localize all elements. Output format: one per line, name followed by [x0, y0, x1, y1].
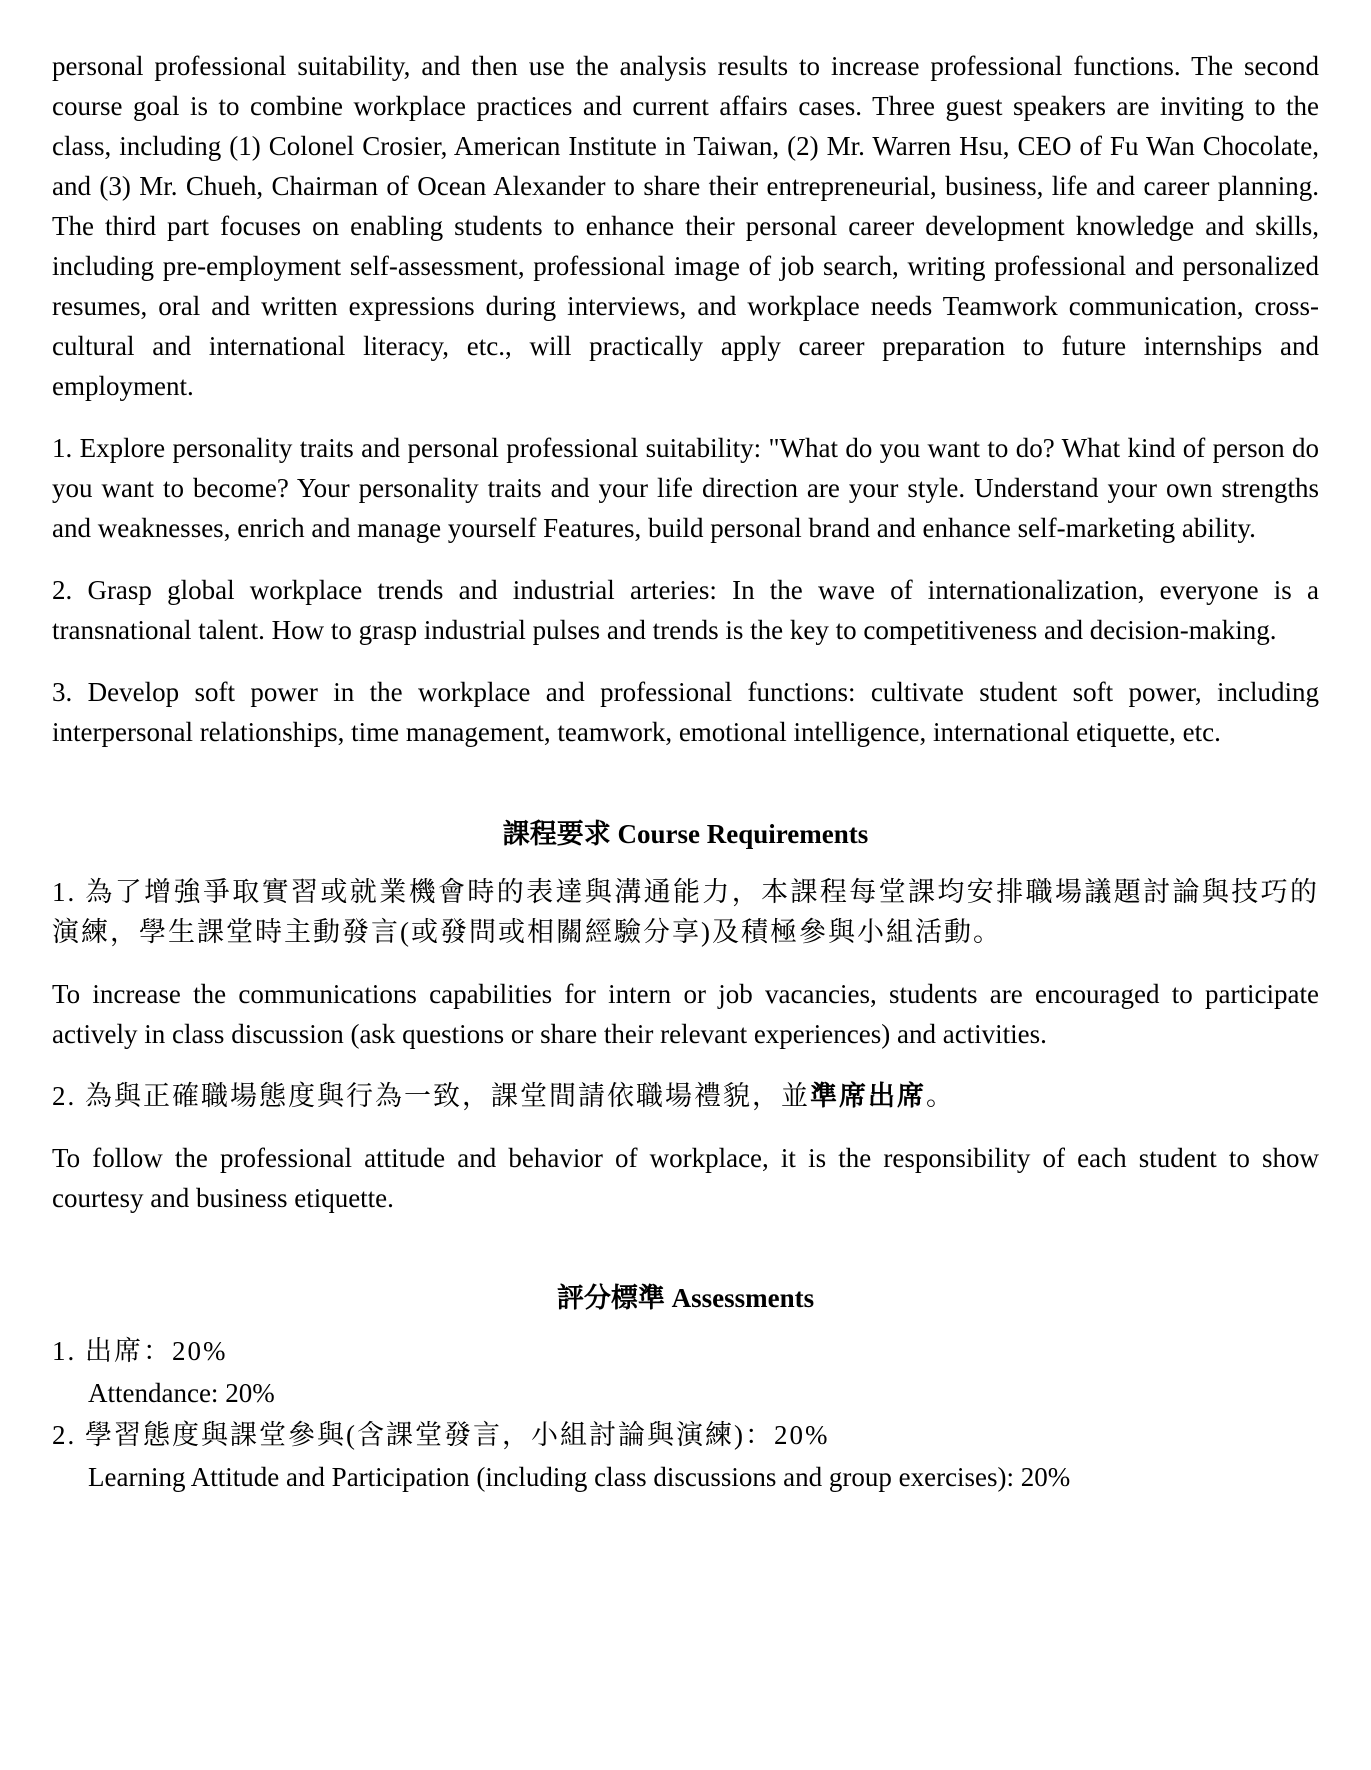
course-requirements-heading: 課程要求 Course Requirements: [502, 819, 869, 849]
goal-1-paragraph: 1. Explore personality traits and personal professional suitability: "What do you want to do? What kind of person do you want to become? Your personality traits and your life direction are your style. Understand your own strengths and weaknesses, enrich and manage yourself Features, build personal brand and enhance self-marketing ability.: [52, 433, 1319, 543]
assessments-heading: 評分標準 Assessments: [556, 1283, 815, 1313]
goal-2-paragraph: 2. Grasp global workplace trends and industrial arteries: In the wave of internationalization, everyone is a transnational talent. How to grasp industrial pulses and trends is the key to competitiveness and decision-making.: [52, 575, 1319, 645]
assessment-item-1-en: Attendance: 20%: [88, 1378, 275, 1408]
requirement-2-en: To follow the professional attitude and behavior of workplace, it is the responsibility of each student to show courtesy and business etiquette.: [52, 1143, 1319, 1213]
requirement-1-en: To increase the communications capabilities for intern or job vacancies, students are encouraged to participate actively in class discussion (ask questions or share their relevant experiences) and activities.: [52, 979, 1319, 1049]
requirement-2-zh-emphasis: 準席出席: [810, 1081, 926, 1111]
intro-paragraph: personal professional suitability, and then use the analysis results to increase professional functions. The second course goal is to combine workplace practices and current affairs cases. Three guest speakers are inviting to the class, including (1) Colonel Crosier, American Institute in Taiwan, (2) Mr. Warren Hsu, CEO of Fu Wan Chocolate, and (3) Mr. Chueh, Chairman of Ocean Alexander to share their entrepreneurial, business, life and career planning. The third part focuses on enabling students to enhance their personal career development knowledge and skills, including pre-employment self-assessment, professional image of job search, writing professional and personalized resumes, oral and written expressions during interviews, and workplace needs Teamwork communication, cross-cultural and international literacy, etc., will practically apply career preparation to future internships and employment.: [52, 51, 1319, 401]
assessment-item-2-en: Learning Attitude and Participation (including class discussions and group exercises): 20%: [88, 1462, 1071, 1492]
requirement-2-zh-prefix: 2. 為與正確職場態度與行為一致，課堂間請依職場禮貌，並: [52, 1081, 810, 1111]
requirement-2-zh-suffix: 。: [926, 1081, 955, 1111]
assessment-list: [52, 1330, 1319, 1498]
assessment-item-2-zh: 2. 學習態度與課堂參與(含課堂發言，小組討論與演練)：20%: [52, 1420, 830, 1450]
requirement-2-zh: [52, 1076, 1319, 1116]
goal-3-paragraph: 3. Develop soft power in the workplace and professional functions: cultivate student soft power, including interpersonal relationships, time management, teamwork, emotional intelligence, international etiquette, etc.: [52, 677, 1319, 747]
requirement-1-zh: 1. 為了增強爭取實習或就業機會時的表達與溝通能力，本課程每堂課均安排職場議題討論與技巧的演練，學生課堂時主動發言(或發問或相關經驗分享)及積極參與小組活動。: [52, 877, 1319, 947]
assessment-item-1-zh: 1. 出席：20%: [52, 1336, 228, 1366]
